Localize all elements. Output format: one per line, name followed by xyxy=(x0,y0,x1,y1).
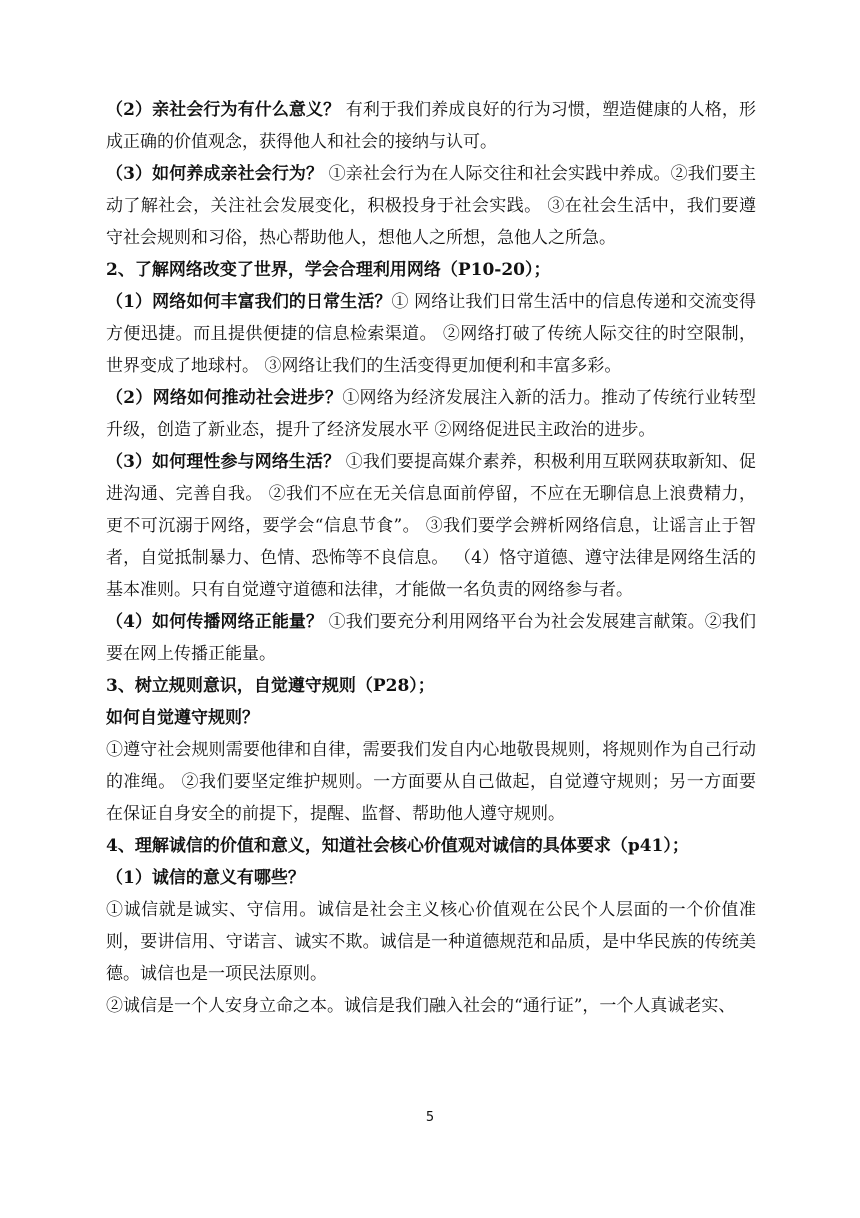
paragraph-10 xyxy=(106,734,756,830)
paragraph-5-bold: （2）网络如何推动社会进步？ xyxy=(106,388,343,408)
paragraph-7-bold: （4）如何传播网络正能量？ xyxy=(106,612,324,632)
section-heading-4 xyxy=(106,830,756,862)
paragraph-4-bold: （1）网络如何丰富我们的日常生活？ xyxy=(106,292,392,312)
question-heading-rules-text: 如何自觉遵守规则？ xyxy=(106,708,259,728)
paragraph-2 xyxy=(106,158,756,254)
paragraph-13-text: ①诚信就是诚实、守信用。诚信是社会主义核心价值观在公民个人层面的一个价值准则，要讲信用、守诺言、诚实不欺。诚信是一种道德规范和品质，是中华民族的传统美德。诚信也是一项民法原则。 xyxy=(106,900,756,984)
paragraph-1 xyxy=(106,94,756,158)
paragraph-4 xyxy=(106,286,756,382)
section-heading-3 xyxy=(106,670,756,702)
page-number: 5 xyxy=(425,1110,435,1125)
paragraph-4-text: ① 网络让我们日常生活中的信息传递和交流变得方便迅捷。而且提供便捷的信息检索渠道。 ②网络打破了传统人际交往的时空限制，世界变成了地球村。 ③网络让我们的生活变得更加便利和丰富多彩。 xyxy=(106,292,756,376)
paragraph-1-text: 有利于我们养成良好的行为习惯，塑造健康的人格，形成正确的价值观念，获得他人和社会的接纳与认可。 xyxy=(106,100,756,152)
paragraph-14 xyxy=(106,990,756,1022)
paragraph-6 xyxy=(106,446,756,606)
question-heading-integrity xyxy=(106,862,756,894)
paragraph-14-text: ②诚信是一个人安身立命之本。诚信是我们融入社会的“通行证”，一个人真诚老实、 xyxy=(106,996,736,1016)
paragraph-2-bold: （3）如何养成亲社会行为？ xyxy=(106,164,324,184)
section-heading-2-text: 2、了解网络改变了世界，学会合理利用网络（P10-20）； xyxy=(106,260,551,280)
page-content xyxy=(106,94,756,1022)
paragraph-7 xyxy=(106,606,756,670)
question-heading-integrity-text: （1）诚信的意义有哪些？ xyxy=(106,868,305,888)
paragraph-1-bold: （2）亲社会行为有什么意义？ xyxy=(106,100,341,120)
section-heading-3-text: 3、树立规则意识，自觉遵守规则（P28）； xyxy=(106,676,435,696)
paragraph-10-text: ①遵守社会规则需要他律和自律，需要我们发自内心地敬畏规则，将规则作为自己行动的准绳。 ②我们要坚定维护规则。一方面要从自己做起，自觉遵守规则；另一方面要在保证自身安全的前提下，提醒、监督、帮助他人遵守规则。 xyxy=(106,740,756,824)
paragraph-2-text: ①亲社会行为在人际交往和社会实践中养成。②我们要主动了解社会，关注社会发展变化，积极投身于社会实践。 ③在社会生活中，我们要遵守社会规则和习俗，热心帮助他人，想他人之所想，急他人之所急。 xyxy=(106,164,757,248)
paragraph-5-text: ①网络为经济发展注入新的活力。推动了传统行业转型升级，创造了新业态，提升了经济发展水平 ②网络促进民主政治的进步。 xyxy=(106,388,757,440)
paragraph-6-bold: （3）如何理性参与网络生活？ xyxy=(106,452,341,472)
section-heading-4-text: 4、理解诚信的价值和意义，知道社会核心价值观对诚信的具体要求（p41）； xyxy=(106,836,689,856)
paragraph-7-text: ①我们要充分利用网络平台为社会发展建言献策。②我们要在网上传播正能量。 xyxy=(106,612,757,664)
paragraph-5 xyxy=(106,382,756,446)
paragraph-6-text: ①我们要提高媒介素养，积极利用互联网获取新知、促进沟通、完善自我。 ②我们不应在无关信息面前停留，不应在无聊信息上浪费精力，更不可沉溺于网络，要学会“信息节食”。 ③我们要学会辨析网络信息，让谣言止于智者，自觉抵制暴力、色情、恐怖等不良信息。 （4）恪守道德、遵守法律是网络生活的基本准则。只有自觉遵守道德和法律，才能做一名负责的网络参与者。 xyxy=(106,452,756,600)
section-heading-2 xyxy=(106,254,756,286)
question-heading-rules xyxy=(106,702,756,734)
paragraph-13 xyxy=(106,894,756,990)
